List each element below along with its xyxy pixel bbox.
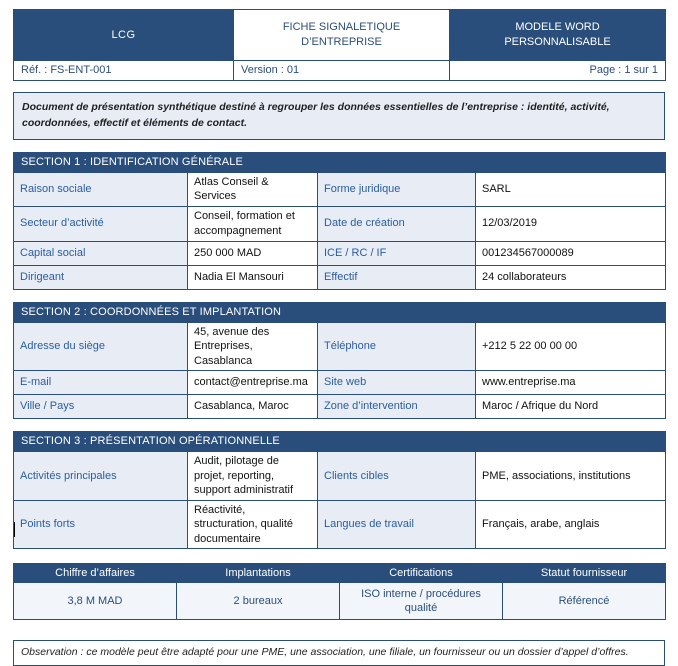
kpi-value: 3,8 M MAD	[14, 583, 177, 620]
table-row	[14, 322, 666, 371]
field-label: E-mail	[14, 371, 188, 395]
field-label: Téléphone	[318, 322, 476, 371]
field-label: Forme juridique	[318, 172, 476, 206]
field-label: Effectif	[318, 265, 476, 289]
masthead-table	[13, 9, 666, 81]
field-value: Conseil, formation et accompagnement	[188, 206, 318, 241]
field-value: contact@entreprise.ma	[188, 371, 318, 395]
table-row	[14, 172, 666, 206]
kpi-summary-table	[13, 563, 666, 620]
kpi-header: Certifications	[340, 564, 503, 583]
field-label: Raison sociale	[14, 172, 188, 206]
field-value: +212 5 22 00 00 00	[476, 322, 666, 371]
field-label: Secteur d’activité	[14, 206, 188, 241]
field-value: 45, avenue des Entreprises, Casablanca	[188, 322, 318, 371]
field-label: Capital social	[14, 241, 188, 265]
section-2-table	[13, 302, 666, 420]
template-variant-line-2: PERSONNALISABLE	[504, 36, 611, 48]
table-row	[14, 371, 666, 395]
intro-note: Document de présentation synthétique destiné à regrouper les données essentielles de l’entreprise : identité, activité, coordonnées, effectif et éléments de contact.	[13, 92, 665, 140]
field-value: Français, arabe, anglais	[476, 500, 666, 549]
text-caret	[14, 522, 15, 537]
document-version: Version : 01	[234, 61, 450, 81]
field-label: Dirigeant	[14, 265, 188, 289]
table-row	[14, 500, 666, 549]
field-label: Ville / Pays	[14, 395, 188, 419]
section-3-heading-row	[14, 432, 666, 452]
kpi-value-row	[14, 583, 666, 620]
kpi-header-row	[14, 564, 666, 583]
template-variant-cell	[450, 10, 666, 61]
field-value: SARL	[476, 172, 666, 206]
field-label: Site web	[318, 371, 476, 395]
field-value: 12/03/2019	[476, 206, 666, 241]
document-title-line-2: D’ENTREPRISE	[301, 36, 382, 48]
section-2-heading-row	[14, 302, 666, 322]
kpi-header: Implantations	[177, 564, 340, 583]
section-2-heading: SECTION 2 : COORDONNÉES ET IMPLANTATION	[14, 302, 666, 322]
masthead-title-row	[14, 10, 666, 61]
field-label: Date de création	[318, 206, 476, 241]
field-label: ICE / RC / IF	[318, 241, 476, 265]
field-value: Réactivité, structuration, qualité documentaire	[188, 500, 318, 549]
field-value: 001234567000089	[476, 241, 666, 265]
template-variant-line-1: MODELE WORD	[515, 21, 600, 34]
table-row	[14, 452, 666, 501]
table-row	[14, 241, 666, 265]
field-label: Activités principales	[14, 452, 188, 501]
field-value: Atlas Conseil & Services	[188, 172, 318, 206]
kpi-value: Référencé	[503, 583, 666, 620]
field-value: Casablanca, Maroc	[188, 395, 318, 419]
page-number: Page : 1 sur 1	[450, 61, 666, 81]
section-3-table	[13, 431, 666, 549]
field-label: Clients cibles	[318, 452, 476, 501]
field-label: Zone d’intervention	[318, 395, 476, 419]
section-3-heading: SECTION 3 : PRÉSENTATION OPÉRATIONNELLE	[14, 432, 666, 452]
document-title-line-1: FICHE SIGNALETIQUE	[282, 21, 401, 34]
field-value: Maroc / Afrique du Nord	[476, 395, 666, 419]
kpi-header: Chiffre d’affaires	[14, 564, 177, 583]
field-value: 250 000 MAD	[188, 241, 318, 265]
field-value: Audit, pilotage de projet, reporting, support administratif	[188, 452, 318, 501]
field-label: Points forts	[14, 500, 188, 549]
company-logo-cell: LCG	[14, 10, 234, 61]
masthead-meta-row	[14, 61, 666, 81]
table-row	[14, 206, 666, 241]
document-title-cell	[234, 10, 450, 61]
kpi-value: 2 bureaux	[177, 583, 340, 620]
table-row	[14, 395, 666, 419]
field-value: PME, associations, institutions	[476, 452, 666, 501]
table-row	[14, 265, 666, 289]
field-value: Nadia El Mansouri	[188, 265, 318, 289]
field-value: www.entreprise.ma	[476, 371, 666, 395]
field-value: 24 collaborateurs	[476, 265, 666, 289]
section-1-table	[13, 152, 666, 290]
section-1-heading: SECTION 1 : IDENTIFICATION GÉNÉRALE	[14, 152, 666, 172]
kpi-value: ISO interne / procédures qualité	[340, 583, 503, 620]
observation-note: Observation : ce modèle peut être adapté pour une PME, une association, une filiale, un fournisseur ou un dossier d’appel d’offres.	[13, 640, 665, 666]
field-label: Adresse du siège	[14, 322, 188, 371]
field-label: Langues de travail	[318, 500, 476, 549]
section-1-heading-row	[14, 152, 666, 172]
document-reference: Réf. : FS-ENT-001	[14, 61, 234, 81]
kpi-header: Statut fournisseur	[503, 564, 666, 583]
